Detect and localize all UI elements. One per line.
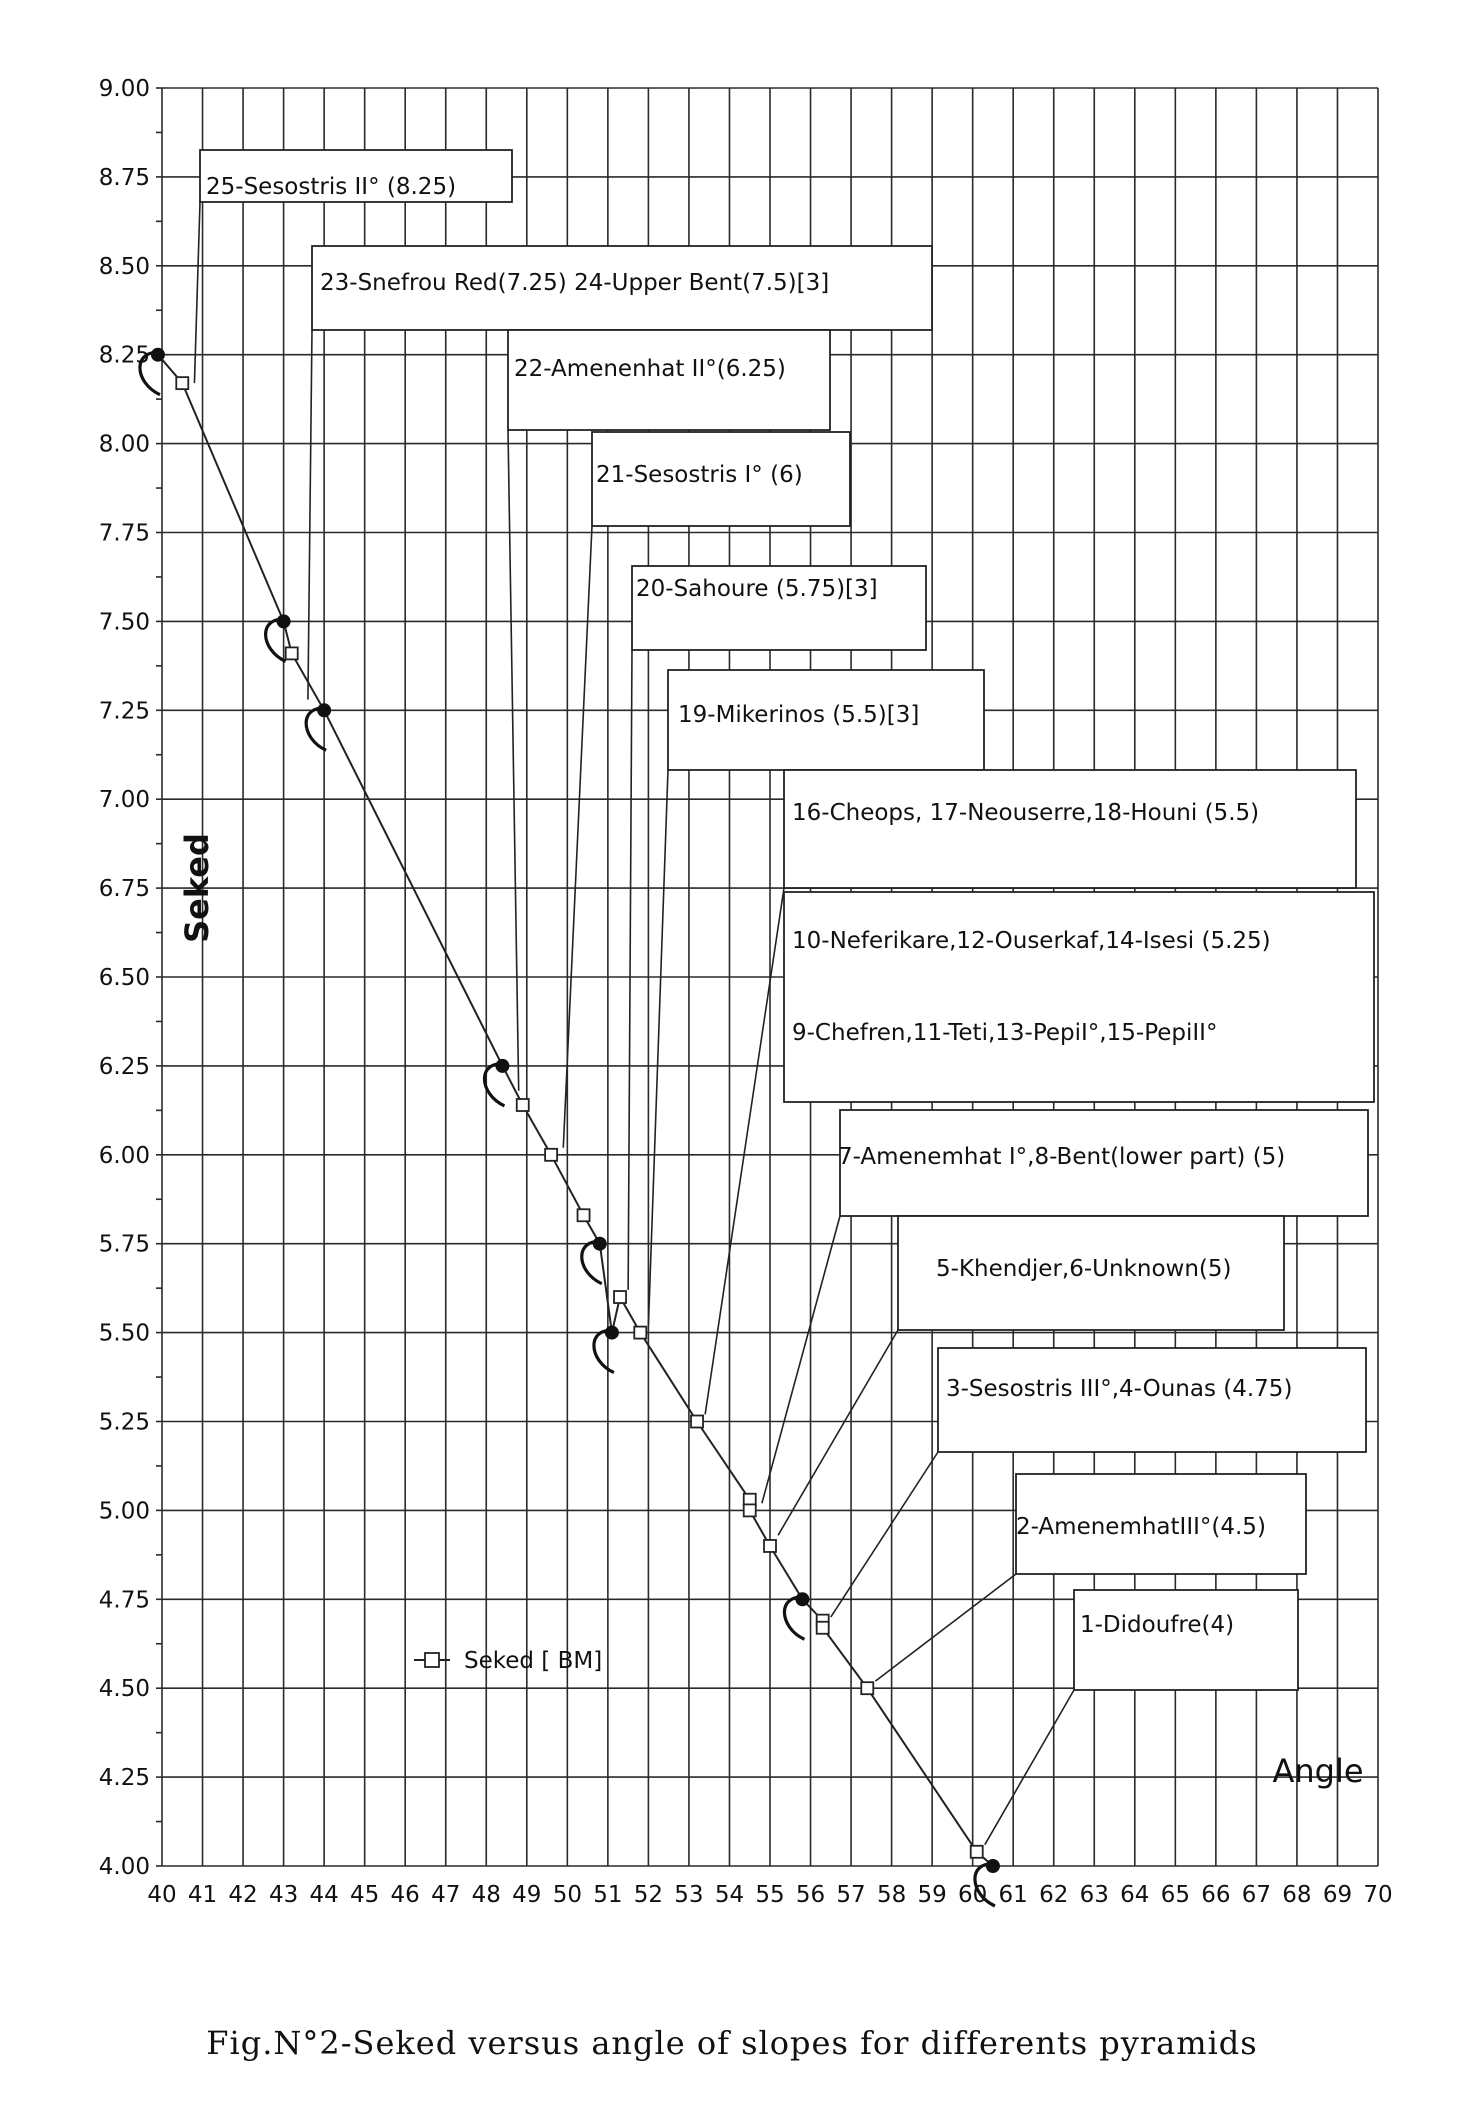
x-tick-label: 56 (795, 1882, 826, 1908)
annotation-label: 2-AmenemhatIII°(4.5) (1016, 1514, 1266, 1540)
data-point-square (691, 1416, 703, 1428)
leader-line (875, 1574, 1016, 1681)
annotation-label: 10-Neferikare,12-Ouserkaf,14-Isesi (5.25) (792, 928, 1271, 954)
y-tick-label: 7.00 (98, 787, 150, 814)
figure-caption: Fig.N°2-Seked versus angle of slopes for differents pyramids (206, 2024, 1258, 2062)
annotation-box (784, 770, 1356, 888)
leader-line (194, 202, 200, 383)
data-point-square (744, 1504, 756, 1516)
data-point-square (817, 1622, 829, 1634)
leader-line (648, 770, 668, 1325)
y-tick-label: 5.25 (98, 1409, 150, 1436)
leader-line (308, 330, 312, 700)
leader-line (778, 1330, 898, 1535)
x-tick-label: 51 (593, 1882, 623, 1908)
data-point-square (764, 1540, 776, 1552)
leader-line (831, 1452, 938, 1617)
x-tick-label: 48 (471, 1882, 501, 1908)
leader-line (705, 888, 784, 1414)
y-tick-label: 7.50 (98, 609, 150, 636)
legend-marker-square (425, 1653, 439, 1667)
x-tick-label: 50 (552, 1882, 582, 1908)
x-tick-label: 41 (187, 1882, 218, 1908)
x-tick-label: 54 (714, 1882, 745, 1908)
data-point-circle (593, 1237, 607, 1251)
x-tick-label: 42 (228, 1882, 258, 1908)
annotation-label: 19-Mikerinos (5.5)[3] (678, 702, 920, 728)
data-point-circle (277, 614, 291, 628)
annotation-label: 1-Didoufre(4) (1080, 1612, 1235, 1638)
data-point-square (861, 1682, 873, 1694)
x-tick-label: 65 (1160, 1882, 1190, 1908)
y-tick-label: 8.25 (98, 342, 150, 369)
leader-line (762, 1216, 840, 1503)
data-point-circle (317, 703, 331, 717)
data-point-square (971, 1846, 983, 1858)
y-axis-title: Seked (178, 833, 216, 943)
y-tick-label: 4.50 (98, 1676, 150, 1703)
x-tick-label: 44 (309, 1882, 339, 1908)
annotation-label: 22-Amenenhat II°(6.25) (514, 356, 786, 382)
data-point-square (634, 1327, 646, 1339)
x-tick-label: 43 (268, 1882, 299, 1908)
x-tick-label: 67 (1241, 1882, 1272, 1908)
legend-label: Seked [ BM] (464, 1648, 603, 1674)
x-tick-label: 69 (1322, 1882, 1353, 1908)
x-tick-label: 58 (876, 1882, 907, 1908)
annotation-label: 25-Sesostris II° (8.25) (206, 174, 457, 200)
x-tick-label: 59 (917, 1882, 947, 1908)
y-tick-label: 6.00 (98, 1142, 150, 1169)
x-tick-label: 52 (633, 1882, 664, 1908)
data-point-square (614, 1291, 626, 1303)
y-tick-label: 7.75 (98, 520, 150, 547)
x-tick-label: 53 (674, 1882, 704, 1908)
x-tick-label: 47 (431, 1882, 461, 1908)
x-tick-label: 63 (1079, 1882, 1109, 1908)
data-point-square (517, 1099, 529, 1111)
y-tick-label: 5.00 (98, 1498, 150, 1525)
y-tick-label: 5.75 (98, 1231, 150, 1258)
y-tick-label: 5.50 (98, 1320, 150, 1347)
data-point-circle (986, 1859, 1000, 1873)
x-tick-label: 70 (1363, 1882, 1393, 1908)
x-tick-label: 60 (958, 1882, 988, 1908)
leader-line (508, 430, 519, 1091)
data-point-circle (151, 348, 165, 362)
y-tick-label: 8.50 (98, 253, 150, 280)
annotation-label: 16-Cheops, 17-Neouserre,18-Houni (5.5) (792, 800, 1260, 826)
y-tick-label: 8.75 (98, 164, 150, 191)
x-axis-title: Angle (1272, 1752, 1364, 1790)
x-tick-label: 66 (1201, 1882, 1231, 1908)
annotation-box (784, 892, 1374, 1102)
annotation-label: 21-Sesostris I° (6) (596, 462, 803, 488)
y-tick-label: 8.00 (98, 431, 150, 458)
annotation-boxes (194, 150, 1374, 1845)
x-tick-label: 49 (512, 1882, 542, 1908)
data-point-square (545, 1149, 557, 1161)
y-tick-label: 6.75 (98, 876, 150, 903)
y-tick-label: 4.25 (98, 1765, 150, 1792)
x-tick-label: 55 (755, 1882, 785, 1908)
y-tick-label: 6.25 (98, 1053, 150, 1080)
annotation-label: 5-Khendjer,6-Unknown(5) (936, 1256, 1232, 1282)
leader-line (628, 650, 632, 1290)
y-tick-label: 6.50 (98, 965, 150, 991)
data-point-circle (795, 1592, 809, 1606)
data-point-square (578, 1209, 590, 1221)
x-tick-label: 46 (390, 1882, 420, 1908)
y-tick-label: 4.75 (98, 1587, 150, 1614)
x-tick-label: 64 (1120, 1882, 1150, 1908)
x-tick-label: 40 (147, 1882, 177, 1908)
y-tick-label: 4.00 (98, 1854, 150, 1880)
annotation-label: 7-Amenemhat I°,8-Bent(lower part) (5) (838, 1144, 1286, 1170)
x-tick-label: 68 (1282, 1882, 1312, 1908)
annotation-label: 3-Sesostris III°,4-Ounas (4.75) (946, 1376, 1293, 1402)
data-point-circle (605, 1326, 619, 1340)
x-tick-label: 62 (1039, 1882, 1069, 1908)
legend (414, 1648, 602, 1674)
data-point-square (176, 377, 188, 389)
y-tick-label: 9.00 (98, 76, 150, 102)
data-point-circle (495, 1059, 509, 1073)
annotation-box (1074, 1590, 1298, 1690)
annotation-label: 23-Snefrou Red(7.25) 24-Upper Bent(7.5)[3] (320, 270, 830, 296)
x-tick-label: 45 (350, 1882, 380, 1908)
data-point-square (286, 647, 298, 659)
y-tick-label: 7.25 (98, 698, 150, 725)
x-tick-label: 61 (998, 1882, 1028, 1908)
annotation-label: 20-Sahoure (5.75)[3] (636, 576, 878, 602)
annotation-label: 9-Chefren,11-Teti,13-PepiI°,15-PepiII° (792, 1020, 1218, 1046)
x-tick-label: 57 (836, 1882, 866, 1908)
leader-line (985, 1690, 1074, 1845)
